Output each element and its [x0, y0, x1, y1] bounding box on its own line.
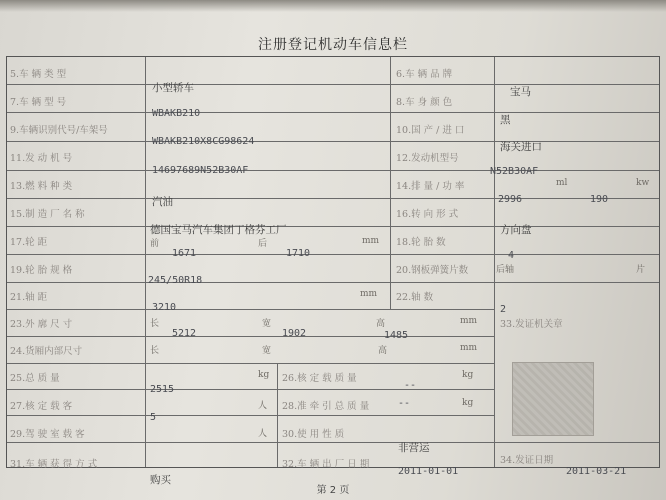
value-power: 190: [590, 194, 609, 205]
value-tow-mass: --: [398, 398, 411, 409]
value-engine-model: N52B30AF: [490, 166, 539, 177]
value-outer-width: 1902: [282, 328, 307, 339]
value-vehicle-type: 小型轿车: [152, 82, 194, 94]
label-brand: 6.车 辆 品 牌: [396, 69, 453, 80]
unit-front: 前: [150, 239, 160, 249]
value-displacement: 2996: [498, 194, 523, 205]
unit-mm-axle: mm: [360, 289, 378, 299]
value-passengers: 5: [150, 412, 157, 423]
value-model: WBAKB210: [152, 108, 201, 119]
label-tow-mass: 28.准 牵 引 总 质 量: [282, 401, 370, 412]
label-total-mass: 25.总 质 量: [10, 373, 60, 384]
unit-person-cab: 人: [258, 429, 268, 439]
value-outer-height: 1485: [384, 330, 409, 341]
value-fuel: 汽油: [152, 196, 173, 208]
unit-mm-track: mm: [362, 236, 380, 246]
unit-kg-total: kg: [258, 370, 270, 380]
unit-rear-axle: 后轴: [496, 265, 515, 275]
unit-mm-outer: mm: [460, 316, 478, 326]
official-seal-stamp: [512, 362, 594, 436]
value-engine-no: 14697689N52B30AF: [152, 165, 249, 176]
label-color: 8.车 身 颜 色: [396, 97, 453, 108]
value-brand: 宝马: [510, 86, 531, 98]
label-vin: 9.车辆识别代号/车架号: [10, 125, 108, 136]
value-tyre-spec: 245/50R18: [148, 275, 203, 286]
page-number: 第 2 页: [316, 485, 350, 496]
value-total-mass: 2515: [150, 384, 175, 395]
unit-person: 人: [258, 401, 268, 411]
label-engine-model: 12.发动机型号: [396, 153, 459, 164]
unit-width-cargo: 宽: [262, 346, 272, 356]
unit-width: 宽: [262, 319, 272, 329]
unit-piece: 片: [636, 265, 646, 275]
value-track-front: 1671: [172, 248, 197, 259]
unit-mm-cargo: mm: [460, 343, 478, 353]
label-usage: 30.使 用 性 质: [282, 429, 345, 440]
label-cargo-size: 24.货厢内部尺寸: [10, 346, 83, 357]
value-axle-dist: 3210: [152, 302, 177, 313]
unit-kg-load: kg: [462, 370, 474, 380]
label-vehicle-type: 5.车 辆 类 型: [10, 69, 67, 80]
unit-length-cargo: 长: [150, 346, 160, 356]
page-shadow: [0, 0, 666, 12]
value-vin: WBAKB210X8CG98624: [152, 136, 255, 147]
label-engine-no: 11.发 动 机 号: [10, 153, 73, 164]
label-acquire: 31.车 辆 获 得 方 式: [10, 459, 98, 470]
page-title: 注册登记机动车信息栏: [258, 37, 408, 53]
label-outer-size: 23.外 廓 尺 寸: [10, 319, 73, 330]
value-axle-count: 2: [500, 304, 507, 315]
label-axle-dist: 21.轴 距: [10, 292, 48, 303]
unit-height-cargo: 高: [378, 346, 388, 356]
label-leaf-springs: 20.钢板弹簧片数: [396, 265, 469, 276]
value-usage: 非营运: [398, 442, 430, 454]
label-issue-date: 34.发证日期: [500, 455, 554, 466]
unit-ml: ml: [556, 178, 568, 188]
value-origin: 海关进口: [500, 141, 542, 153]
value-acquire: 购买: [150, 474, 171, 486]
unit-length: 长: [150, 319, 160, 329]
unit-kw: kw: [636, 178, 650, 188]
label-manufacturer: 15.制 造 厂 名 称: [10, 209, 85, 220]
label-displacement: 14.排 量 / 功 率: [396, 181, 465, 192]
label-fuel: 13.燃 料 种 类: [10, 181, 73, 192]
label-issuer-seal: 33.发证机关章: [500, 319, 563, 330]
label-axle-count: 22.轴 数: [396, 292, 434, 303]
label-cab-passengers: 29.驾 驶 室 载 客: [10, 429, 85, 440]
label-rated-load: 26.核 定 载 质 量: [282, 373, 357, 384]
value-steering: 方向盘: [500, 224, 532, 236]
value-tyre-count: 4: [508, 250, 515, 261]
value-manufacturer: 德国宝马汽车集团丁格芬工厂: [150, 224, 287, 236]
label-steering: 16.转 向 形 式: [396, 209, 459, 220]
label-model: 7.车 辆 型 号: [10, 97, 67, 108]
label-track: 17.轮 距: [10, 237, 48, 248]
label-origin: 10.国 产 / 进 口: [396, 125, 465, 136]
label-tyre-spec: 19.轮 胎 规 格: [10, 265, 73, 276]
label-passengers: 27.核 定 载 客: [10, 401, 73, 412]
label-factory-date: 32.车 辆 出 厂 日 期: [282, 459, 370, 470]
unit-kg-tow: kg: [462, 398, 474, 408]
value-outer-length: 5212: [172, 328, 197, 339]
value-color: 黑: [500, 114, 511, 126]
label-tyre-count: 18.轮 胎 数: [396, 237, 446, 248]
unit-height: 高: [376, 319, 386, 329]
value-rated-load: --: [404, 380, 417, 391]
value-issue-date: 2011-03-21: [566, 466, 627, 477]
unit-rear: 后: [258, 239, 268, 249]
value-track-rear: 1710: [286, 248, 311, 259]
value-factory-date: 2011-01-01: [398, 466, 459, 477]
